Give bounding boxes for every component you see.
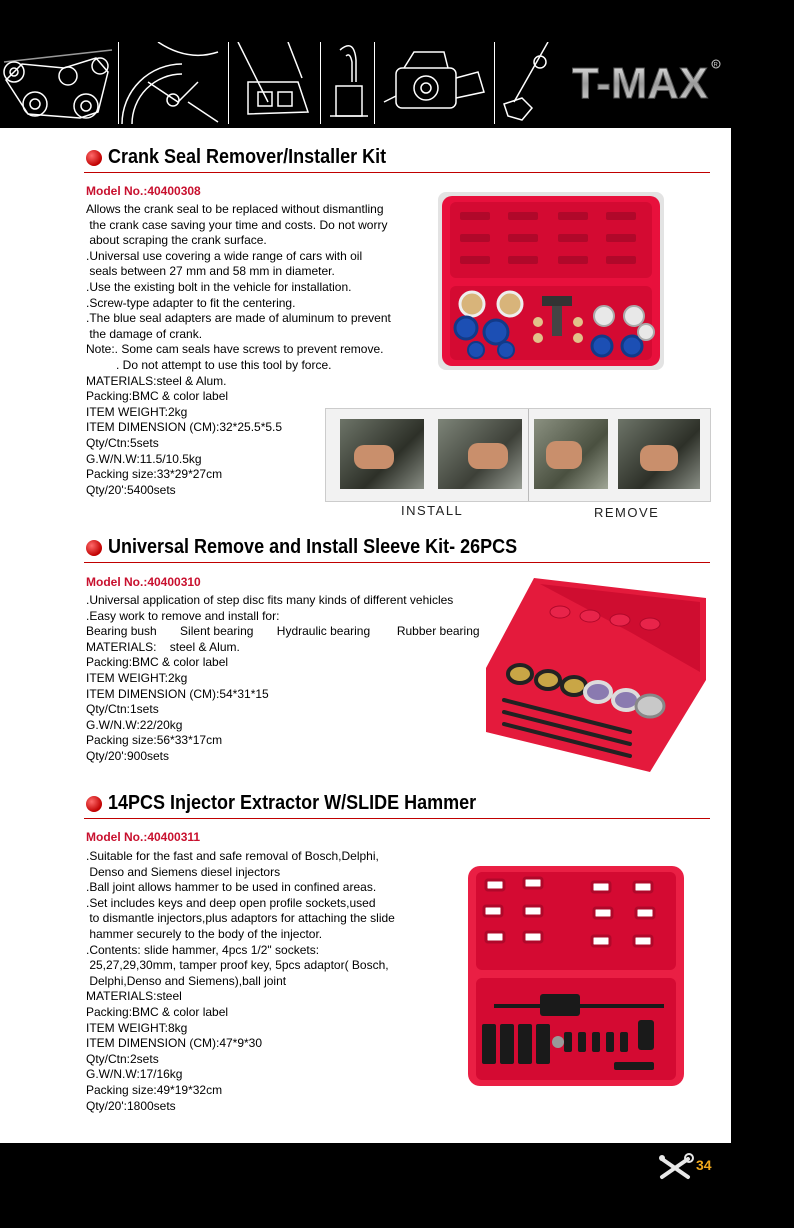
injector-extractor-kit-photo xyxy=(464,862,688,1090)
description-line: .Set includes keys and deep open profile sockets,used xyxy=(86,895,376,910)
weight-gross-net-line: G.W/N.W:17/16kg xyxy=(86,1067,183,1082)
page-footer xyxy=(0,1143,794,1228)
weight-line: ITEM WEIGHT:8kg xyxy=(86,1020,188,1035)
materials-line: MATERIALS: steel & Alum. xyxy=(86,639,240,654)
description-line: .Universal use covering a wide range of cars with oil xyxy=(86,248,363,263)
red-bullet-icon xyxy=(86,150,102,166)
wrench-tools-icon xyxy=(656,1153,696,1183)
qty-ctn-line: Qty/Ctn:5sets xyxy=(86,435,159,450)
section-title-text: 14PCS Injector Extractor W/SLIDE Hammer xyxy=(108,792,477,814)
description-line: the damage of crank. xyxy=(86,326,203,341)
svg-text:R: R xyxy=(713,62,718,69)
materials-line: MATERIALS:steel xyxy=(86,989,182,1004)
section-title-text: Crank Seal Remover/Installer Kit xyxy=(108,146,387,168)
pump-illustration xyxy=(374,42,495,124)
title-underline xyxy=(84,172,710,173)
sleeve-kit-photo xyxy=(480,572,718,774)
page-header xyxy=(0,0,794,128)
description-line: to dismantle injectors,plus adaptors for attaching the slide xyxy=(86,911,395,926)
packing-size-line: Packing size:49*19*32cm xyxy=(86,1082,223,1097)
packing-line: Packing:BMC & color label xyxy=(86,1004,229,1019)
description-line: .Easy work to remove and install for: xyxy=(86,608,280,623)
weight-gross-net-line: G.W/N.W:22/20kg xyxy=(86,717,183,732)
description-line: .Suitable for the fast and safe removal of Bosch,Delphi, xyxy=(86,849,379,863)
description-line: Denso and Siemens diesel injectors xyxy=(86,864,281,879)
description-line: Allows the crank seal to be replaced without dismantling xyxy=(86,202,384,216)
description-line: .Ball joint allows hammer to be used in confined areas. xyxy=(86,880,377,895)
bearing-types-line: Bearing bush Silent bearing Hydraulic bearing Rubber bearing xyxy=(86,624,480,639)
packing-line: Packing:BMC & color label xyxy=(86,389,229,404)
model-number: Model No.:40400308 xyxy=(86,184,201,198)
description-line: the crank case saving your time and costs. Do not worry xyxy=(86,217,388,232)
sleeve-kit-description xyxy=(86,593,480,765)
section-title-text: Universal Remove and Install Sleeve Kit- 26PCS xyxy=(108,536,518,558)
container-qty-line: Qty/20':900sets xyxy=(86,748,170,763)
description-line: seals between 27 mm and 58 mm in diameter. xyxy=(86,264,335,279)
weight-gross-net-line: G.W/N.W:11.5/10.5kg xyxy=(86,451,202,466)
remove-photo-2 xyxy=(618,419,700,489)
description-line: .Universal application of step disc fits many kinds of different vehicles xyxy=(86,593,454,607)
red-bullet-icon xyxy=(86,796,102,812)
description-line: about scraping the crank surface. xyxy=(86,233,267,248)
packing-size-line: Packing size:33*29*27cm xyxy=(86,467,223,482)
weight-line: ITEM WEIGHT:2kg xyxy=(86,670,188,685)
model-number: Model No.:40400311 xyxy=(86,830,201,844)
svg-text:T-MAX: T-MAX xyxy=(572,59,708,108)
packing-line: Packing:BMC & color label xyxy=(86,655,229,670)
dimension-line: ITEM DIMENSION (CM):32*25.5*5.5 xyxy=(86,420,283,435)
dimension-line: ITEM DIMENSION (CM):47*9*30 xyxy=(86,1036,263,1051)
description-line: hammer securely to the body of the injector. xyxy=(86,926,323,941)
header-illustration-strip xyxy=(0,42,560,124)
section-title-injector-extractor xyxy=(86,792,517,815)
install-photo-1 xyxy=(340,419,424,489)
description-line: .The blue seal adapters are made of aluminum to prevent xyxy=(86,311,391,326)
remove-caption: REMOVE xyxy=(594,505,660,520)
engine-illustration xyxy=(228,42,321,124)
materials-line: MATERIALS:steel & Alum. xyxy=(86,373,227,388)
description-line: .Use the existing bolt in the vehicle for installation. xyxy=(86,279,352,294)
section-title-crank-seal xyxy=(86,146,417,169)
wrench-illustration xyxy=(494,42,560,124)
description-line: 25,27,29,30mm, tamper proof key, 5pcs adaptor( Bosch, xyxy=(86,958,389,973)
container-qty-line: Qty/20':5400sets xyxy=(86,482,176,497)
model-number: Model No.:40400310 xyxy=(86,575,201,589)
packing-size-line: Packing size:56*33*17cm xyxy=(86,733,223,748)
page-number: 34 xyxy=(696,1157,712,1173)
injector-extractor-description xyxy=(86,849,395,1114)
belt-illustration xyxy=(0,42,119,124)
install-remove-photo-panel xyxy=(325,408,711,502)
container-qty-line: Qty/20':1800sets xyxy=(86,1098,176,1113)
description-line: .Contents: slide hammer, 4pcs 1/2" sockets: xyxy=(86,942,320,957)
weight-line: ITEM WEIGHT:2kg xyxy=(86,404,188,419)
disc-brake-illustration xyxy=(118,42,229,124)
spring-illustration xyxy=(320,42,375,124)
qty-ctn-line: Qty/Ctn:1sets xyxy=(86,702,159,717)
crank-seal-kit-photo xyxy=(438,192,664,370)
remove-photo-1 xyxy=(534,419,608,489)
t-max-logo xyxy=(572,54,722,110)
qty-ctn-line: Qty/Ctn:2sets xyxy=(86,1051,159,1066)
description-line: Note:. Some cam seals have screws to prevent remove. xyxy=(86,342,384,357)
red-bullet-icon xyxy=(86,540,102,556)
dimension-line: ITEM DIMENSION (CM):54*31*15 xyxy=(86,686,269,701)
description-line: . Do not attempt to use this tool by force. xyxy=(86,357,332,372)
description-line: Delphi,Denso and Siemens),ball joint xyxy=(86,973,287,988)
install-caption: INSTALL xyxy=(401,503,464,518)
description-line: .Screw-type adapter to fit the centering. xyxy=(86,295,296,310)
install-photo-2 xyxy=(438,419,522,489)
title-underline xyxy=(84,818,710,819)
section-title-sleeve-kit xyxy=(86,536,563,559)
title-underline xyxy=(84,562,710,563)
